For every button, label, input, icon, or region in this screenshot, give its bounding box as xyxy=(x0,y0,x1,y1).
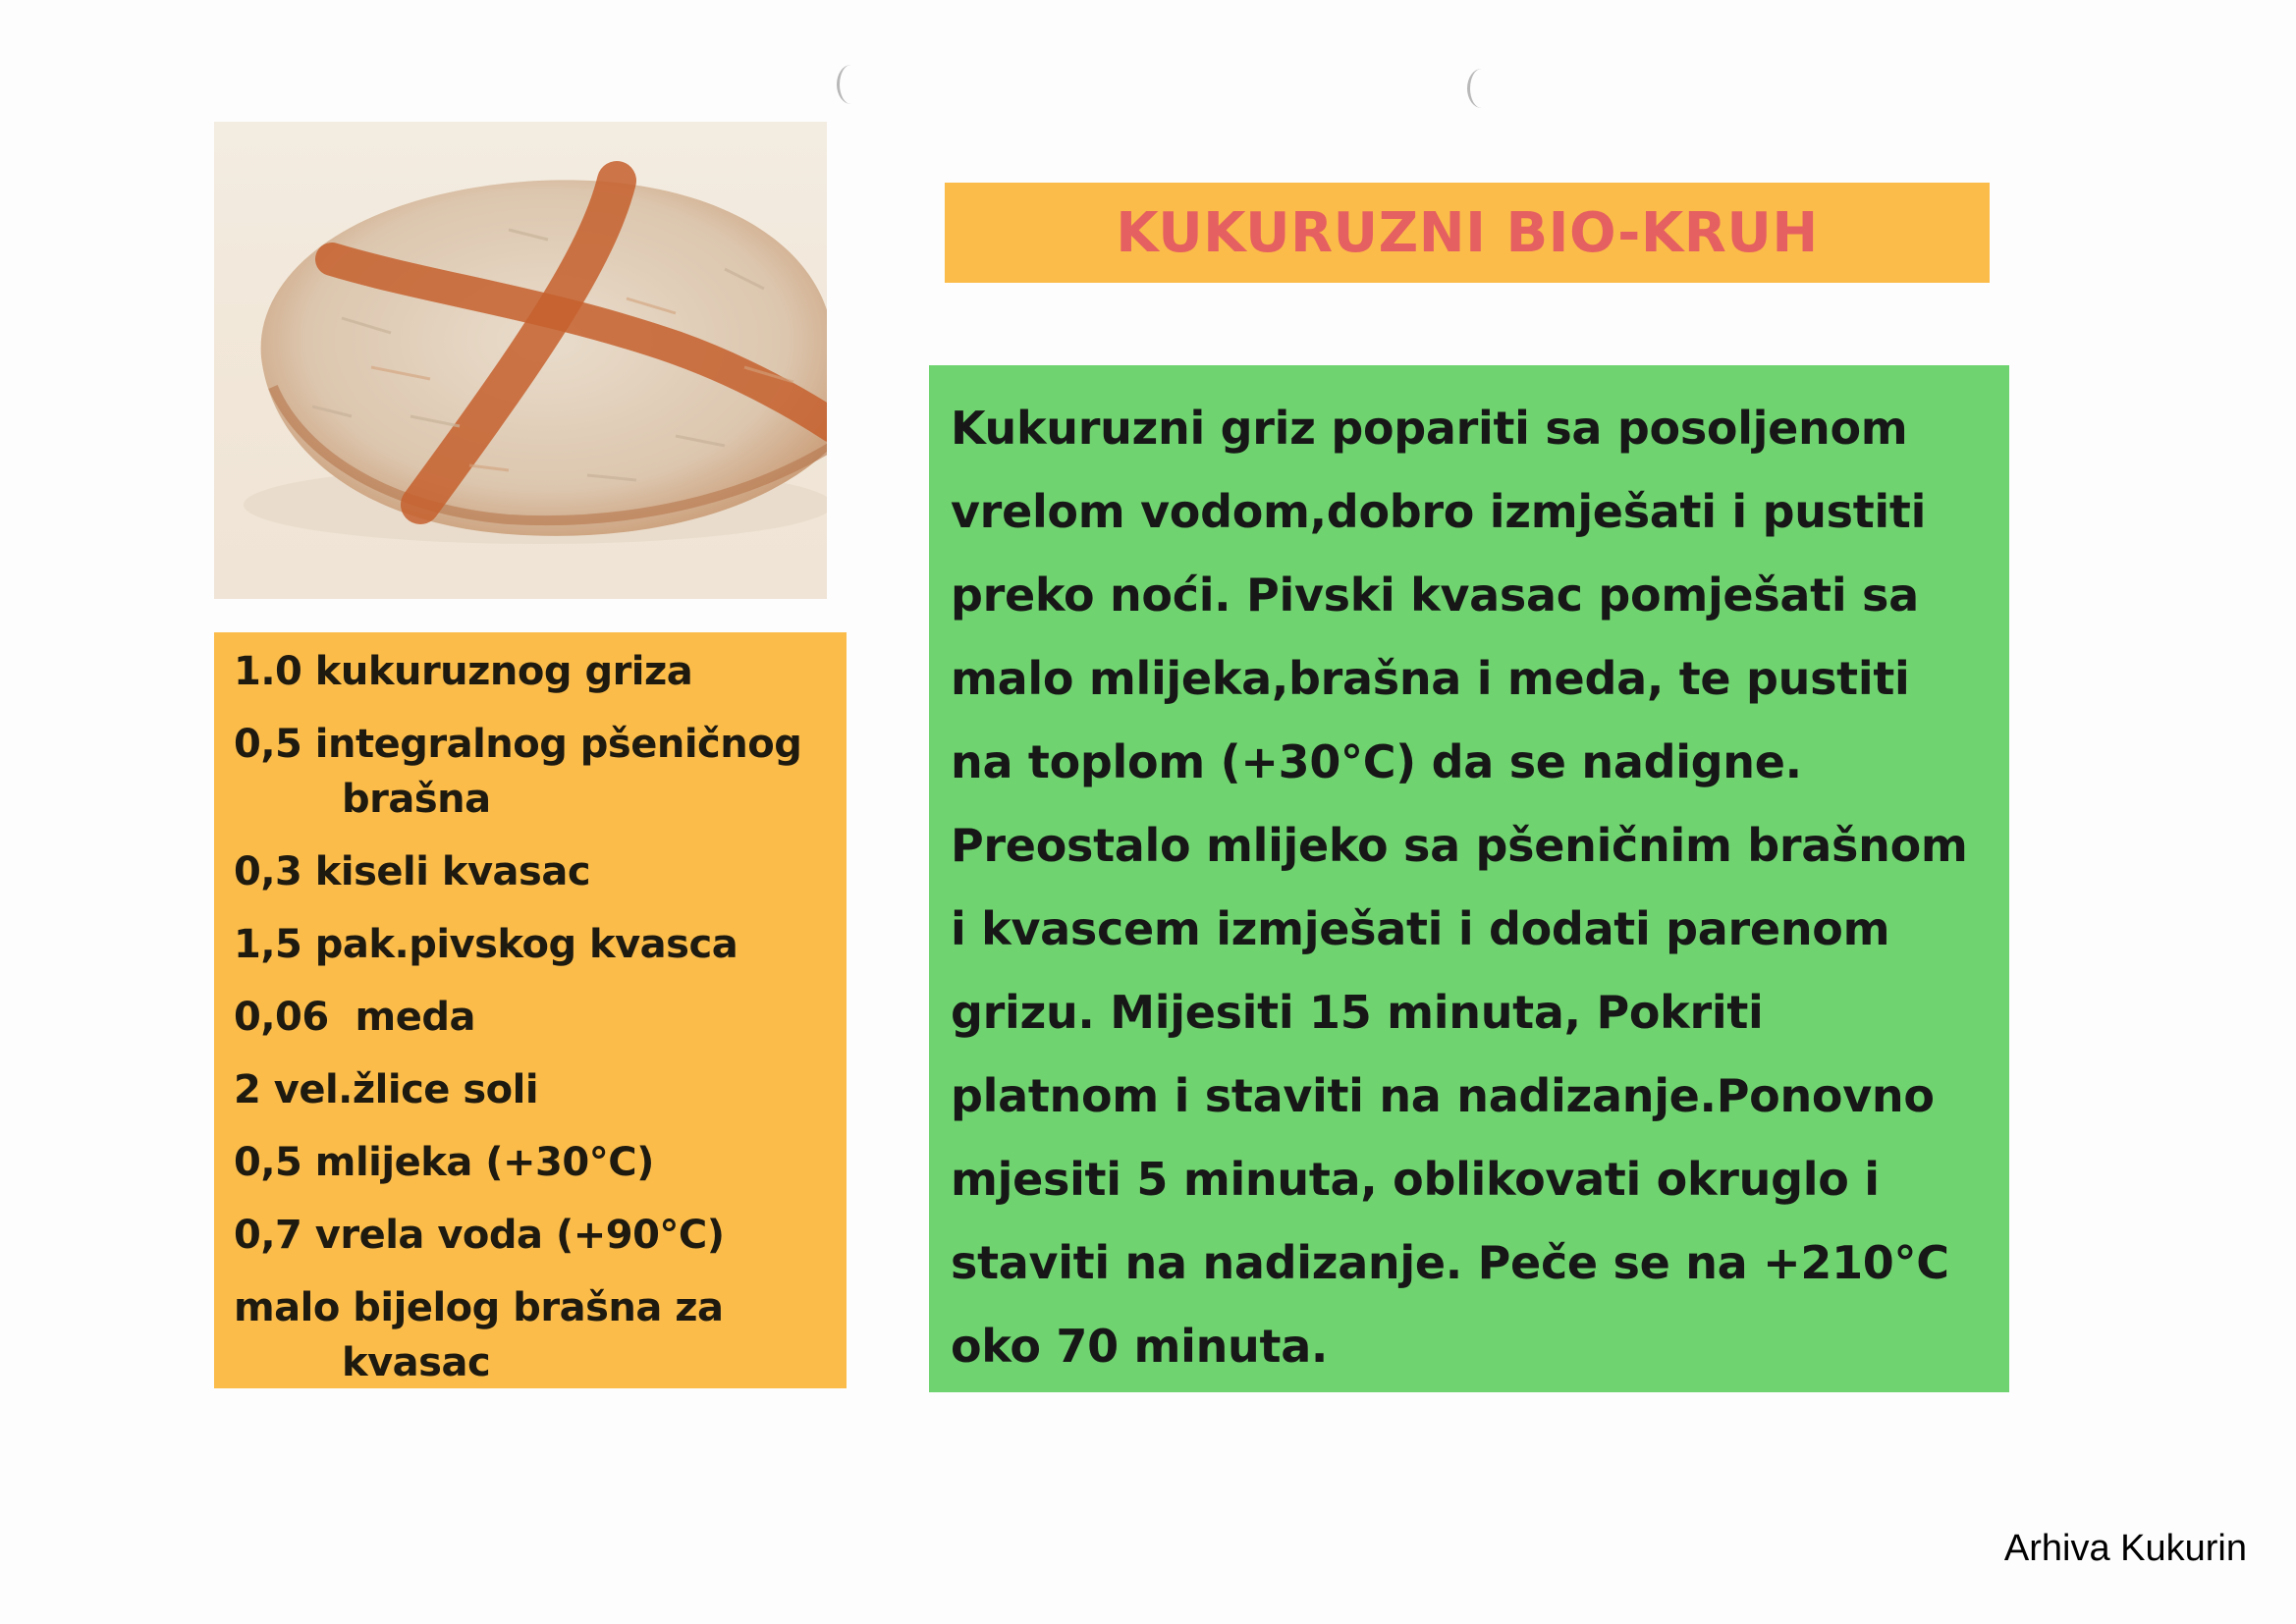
ingredient-item: 0,7 vrela voda (+90°C) xyxy=(234,1213,725,1258)
instructions-text: Kukuruzni griz popariti sa posoljenom vrelom vodom,dobro izmješati i pustiti preko noći. Pivski kvasac pomješati sa malo mlijeka,brašna i meda, te pustiti na toplom (+30°C) da se nadigne. Preostalo mlijeko sa pšeničnim brašnom i kvascem izmješati i dodati parenom grizu. Mijesiti 15 minuta, Pokriti platnom i staviti na nadizanje.Ponovno mjesiti 5 minuta, oblikovati okruglo i staviti na nadizanje. Peče se na +210°C oko 70 minuta. xyxy=(951,402,1968,1373)
ingredient-item: 0,06 meda xyxy=(234,995,475,1040)
scan-hole-mark-left xyxy=(837,65,865,104)
ingredient-item: 2 vel.žlice soli xyxy=(234,1067,539,1112)
bread-loaf-icon xyxy=(214,122,827,599)
instructions-panel xyxy=(929,365,2009,1392)
ingredient-item: 0,5 integralnog pšeničnog brašna xyxy=(234,722,802,822)
ingredients-panel xyxy=(214,632,847,1388)
title-banner xyxy=(945,183,1990,283)
ingredient-item: 0,3 kiseli kvasac xyxy=(234,849,591,894)
archive-credit: Arhiva Kukurin xyxy=(2003,1528,2247,1569)
scan-hole-mark-right xyxy=(1467,69,1496,108)
bread-loaf-image xyxy=(214,122,827,599)
ingredient-item: 1,5 pak.pivskog kvasca xyxy=(234,922,738,967)
ingredient-list xyxy=(234,644,827,1390)
ingredient-item: malo bijelog brašna za kvasac xyxy=(234,1285,724,1385)
ingredient-item: 1.0 kukuruznog griza xyxy=(234,649,693,694)
ingredient-item: 0,5 mlijeka (+30°C) xyxy=(234,1140,654,1185)
recipe-title: KUKURUZNI BIO-KRUH xyxy=(1116,200,1819,265)
